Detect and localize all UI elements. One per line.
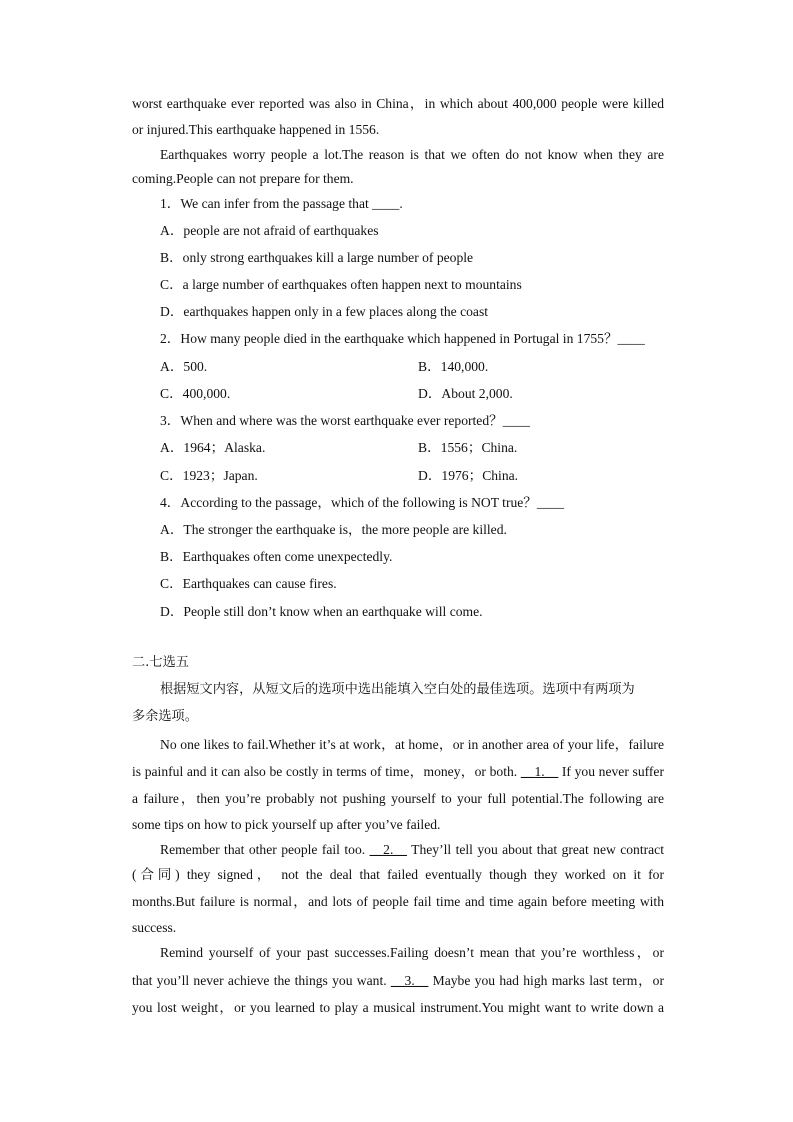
- passage2-p1-line3: a failure，then you’re probably not pushing yourself to your full potential.The following are: [132, 791, 664, 806]
- passage2-p1-line2-text-b: If you never suffer: [561, 764, 664, 779]
- question-3-option-b: B．1556；China.: [418, 440, 518, 455]
- passage2-p2-line4: success.: [132, 920, 177, 935]
- passage2-p2-line2: (合同) they signed， not the deal that failed eventually though they worked on it for: [132, 867, 664, 882]
- passage2-p2-line1-text-b: They’ll tell you about that great new contract: [411, 842, 664, 857]
- question-4-option-d: D．People still don’t know when an earthquake will come.: [160, 604, 483, 619]
- question-1-option-b: B．only strong earthquakes kill a large number of people: [160, 250, 474, 265]
- passage2-p3-line3: you lost weight，or you learned to play a musical instrument.You might want to write down a: [132, 1000, 664, 1015]
- question-4-option-b: B．Earthquakes often come unexpectedly.: [160, 549, 393, 564]
- section-2-instruction-line2: 多余选项。: [132, 709, 198, 724]
- passage2-p3-line2: [132, 971, 664, 991]
- question-2-option-b: B．140,000.: [418, 359, 489, 374]
- question-4-option-a: A．The stronger the earthquake is，the more people are killed.: [160, 522, 507, 537]
- passage1-line3: Earthquakes worry people a lot.The reason is that we often do not know when they are: [160, 147, 664, 162]
- question-3-stem: 3．When and where was the worst earthquake ever reported？____: [160, 413, 530, 428]
- passage1-line4: coming.People can not prepare for them.: [132, 171, 354, 186]
- passage2-p1-line2-text-a: is painful and it can also be costly in terms of time，money，or both.: [132, 764, 518, 779]
- section-2-instruction-line1: 根据短文内容，从短文后的选项中选出能填入空白处的最佳选项。选项中有两项为: [160, 682, 635, 697]
- passage2-p3-line2-text-a: that you’ll never achieve the things you want.: [132, 973, 387, 988]
- question-3-option-c: C．1923；Japan.: [160, 468, 258, 483]
- question-2-option-c: C．400,000.: [160, 386, 231, 401]
- question-4-option-c: C．Earthquakes can cause fires.: [160, 576, 337, 591]
- question-1-option-d: D．earthquakes happen only in a few places along the coast: [160, 304, 489, 319]
- question-3-option-a: A．1964；Alaska.: [160, 440, 266, 455]
- section-2-heading: 二.七选五: [132, 655, 189, 670]
- question-2-option-a: A．500.: [160, 359, 208, 374]
- passage2-p2-line3: months.But failure is normal，and lots of people fail time and time again before meeting with: [132, 894, 664, 909]
- passage2-p1-line2: [132, 762, 664, 782]
- blank-3: __3.__: [390, 973, 429, 988]
- question-4-stem: 4．According to the passage，which of the following is NOT true？____: [160, 495, 565, 510]
- passage2-p3-line2-text-b: Maybe you had high marks last term，or: [432, 973, 664, 988]
- passage1-line1: worst earthquake ever reported was also in China，in which about 400,000 people were killed: [132, 96, 664, 111]
- question-2-option-d: D．About 2,000.: [418, 386, 513, 401]
- passage2-p3-line1: Remind yourself of your past successes.Failing doesn’t mean that you’re worthless，or: [160, 945, 664, 960]
- passage2-p2-line1-text-a: Remember that other people fail too.: [160, 842, 366, 857]
- blank-2: __2.__: [369, 842, 407, 857]
- passage2-p2-line1: [160, 840, 664, 860]
- passage2-p1-line1: No one likes to fail.Whether it’s at work，at home，or in another area of your life，failure: [160, 737, 664, 752]
- question-2-stem: 2．How many people died in the earthquake which happened in Portugal in 1755？____: [160, 331, 645, 346]
- passage2-p1-line4: some tips on how to pick yourself up after you’ve failed.: [132, 817, 441, 832]
- passage1-line2: or injured.This earthquake happened in 1556.: [132, 122, 380, 137]
- question-1-option-c: C．a large number of earthquakes often happen next to mountains: [160, 277, 522, 292]
- question-1-option-a: A．people are not afraid of earthquakes: [160, 223, 379, 238]
- blank-1: __1.__: [520, 764, 559, 779]
- question-3-option-d: D．1976；China.: [418, 468, 519, 483]
- question-1-stem: 1．We can infer from the passage that ____.: [160, 196, 403, 211]
